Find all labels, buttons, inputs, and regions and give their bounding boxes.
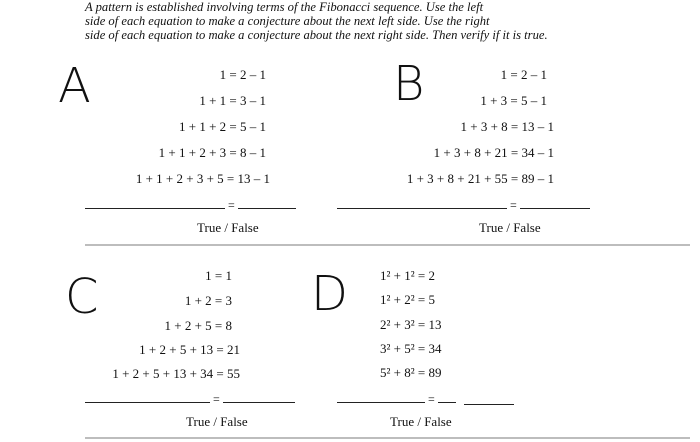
section-b-equals: =	[510, 198, 517, 212]
section-b-left-blank[interactable]	[337, 208, 507, 209]
section-b-equation-1: 1 = 2 – 1	[500, 67, 547, 82]
section-b-true-false[interactable]: True / False	[479, 220, 541, 235]
section-b-equation-2: 1 + 3 = 5 – 1	[480, 93, 547, 108]
section-a-right-blank[interactable]	[238, 208, 296, 209]
bottom-divider	[85, 437, 690, 439]
section-c-left-blank[interactable]	[85, 402, 210, 403]
instructions-line-1: A pattern is established involving terms of the Fibonacci sequence. Use the left	[85, 0, 484, 14]
section-d-equation-1: 1² + 1² = 2	[380, 268, 435, 283]
section-a-true-false[interactable]: True / False	[197, 220, 259, 235]
section-a-equation-3: 1 + 1 + 2 = 5 – 1	[179, 119, 266, 134]
section-divider	[85, 244, 690, 246]
section-b-equation-5: 1 + 3 + 8 + 21 + 55 = 89 – 1	[406, 171, 554, 186]
section-d-equals: =	[428, 392, 435, 406]
section-d-left-blank[interactable]	[337, 402, 425, 403]
section-b-equation-3: 1 + 3 + 8 = 13 – 1	[460, 119, 554, 134]
section-c-equation-1: 1 = 1	[205, 268, 232, 283]
section-b-equation-4: 1 + 3 + 8 + 21 = 34 – 1	[433, 145, 554, 160]
section-a-equation-5: 1 + 1 + 2 + 3 + 5 = 13 – 1	[135, 171, 270, 186]
section-c-equation-2: 1 + 2 = 3	[184, 293, 232, 308]
section-d-right-blank[interactable]	[464, 404, 514, 405]
section-d-right-blank-short[interactable]	[438, 402, 456, 403]
section-a-equation-1: 1 = 2 – 1	[219, 67, 266, 82]
instructions	[85, 0, 645, 42]
section-d-equation-2: 1² + 2² = 5	[380, 292, 435, 307]
instructions-line-2: side of each equation to make a conjecture about the next left side. Use the right	[85, 14, 490, 28]
section-b-letter: B	[393, 56, 425, 112]
section-c-equation-4: 1 + 2 + 5 + 13 = 21	[139, 342, 240, 357]
section-a-left-blank[interactable]	[85, 208, 225, 209]
section-a-equation-4: 1 + 1 + 2 + 3 = 8 – 1	[158, 145, 266, 160]
section-b-right-blank[interactable]	[520, 208, 590, 209]
section-c-equation-3: 1 + 2 + 5 = 8	[164, 318, 232, 333]
section-c-letter: C	[65, 269, 99, 325]
section-d-equation-4: 3² + 5² = 34	[380, 341, 442, 356]
section-d-true-false[interactable]: True / False	[390, 414, 452, 429]
instructions-line-3: side of each equation to make a conjecture about the next right side. Then verify if it is true.	[85, 28, 548, 42]
section-a-equals: =	[228, 198, 235, 212]
section-a-equation-2: 1 + 1 = 3 – 1	[199, 93, 266, 108]
section-a-letter: A	[58, 58, 91, 114]
section-c-equation-5: 1 + 2 + 5 + 13 + 34 = 55	[112, 366, 240, 381]
section-c-equals: =	[213, 392, 220, 406]
section-c-right-blank[interactable]	[223, 402, 295, 403]
section-c-true-false[interactable]: True / False	[186, 414, 248, 429]
section-d-equation-3: 2² + 3² = 13	[380, 317, 442, 332]
section-d-letter: D	[311, 266, 348, 322]
section-d-equation-5: 5² + 8² = 89	[380, 365, 442, 380]
